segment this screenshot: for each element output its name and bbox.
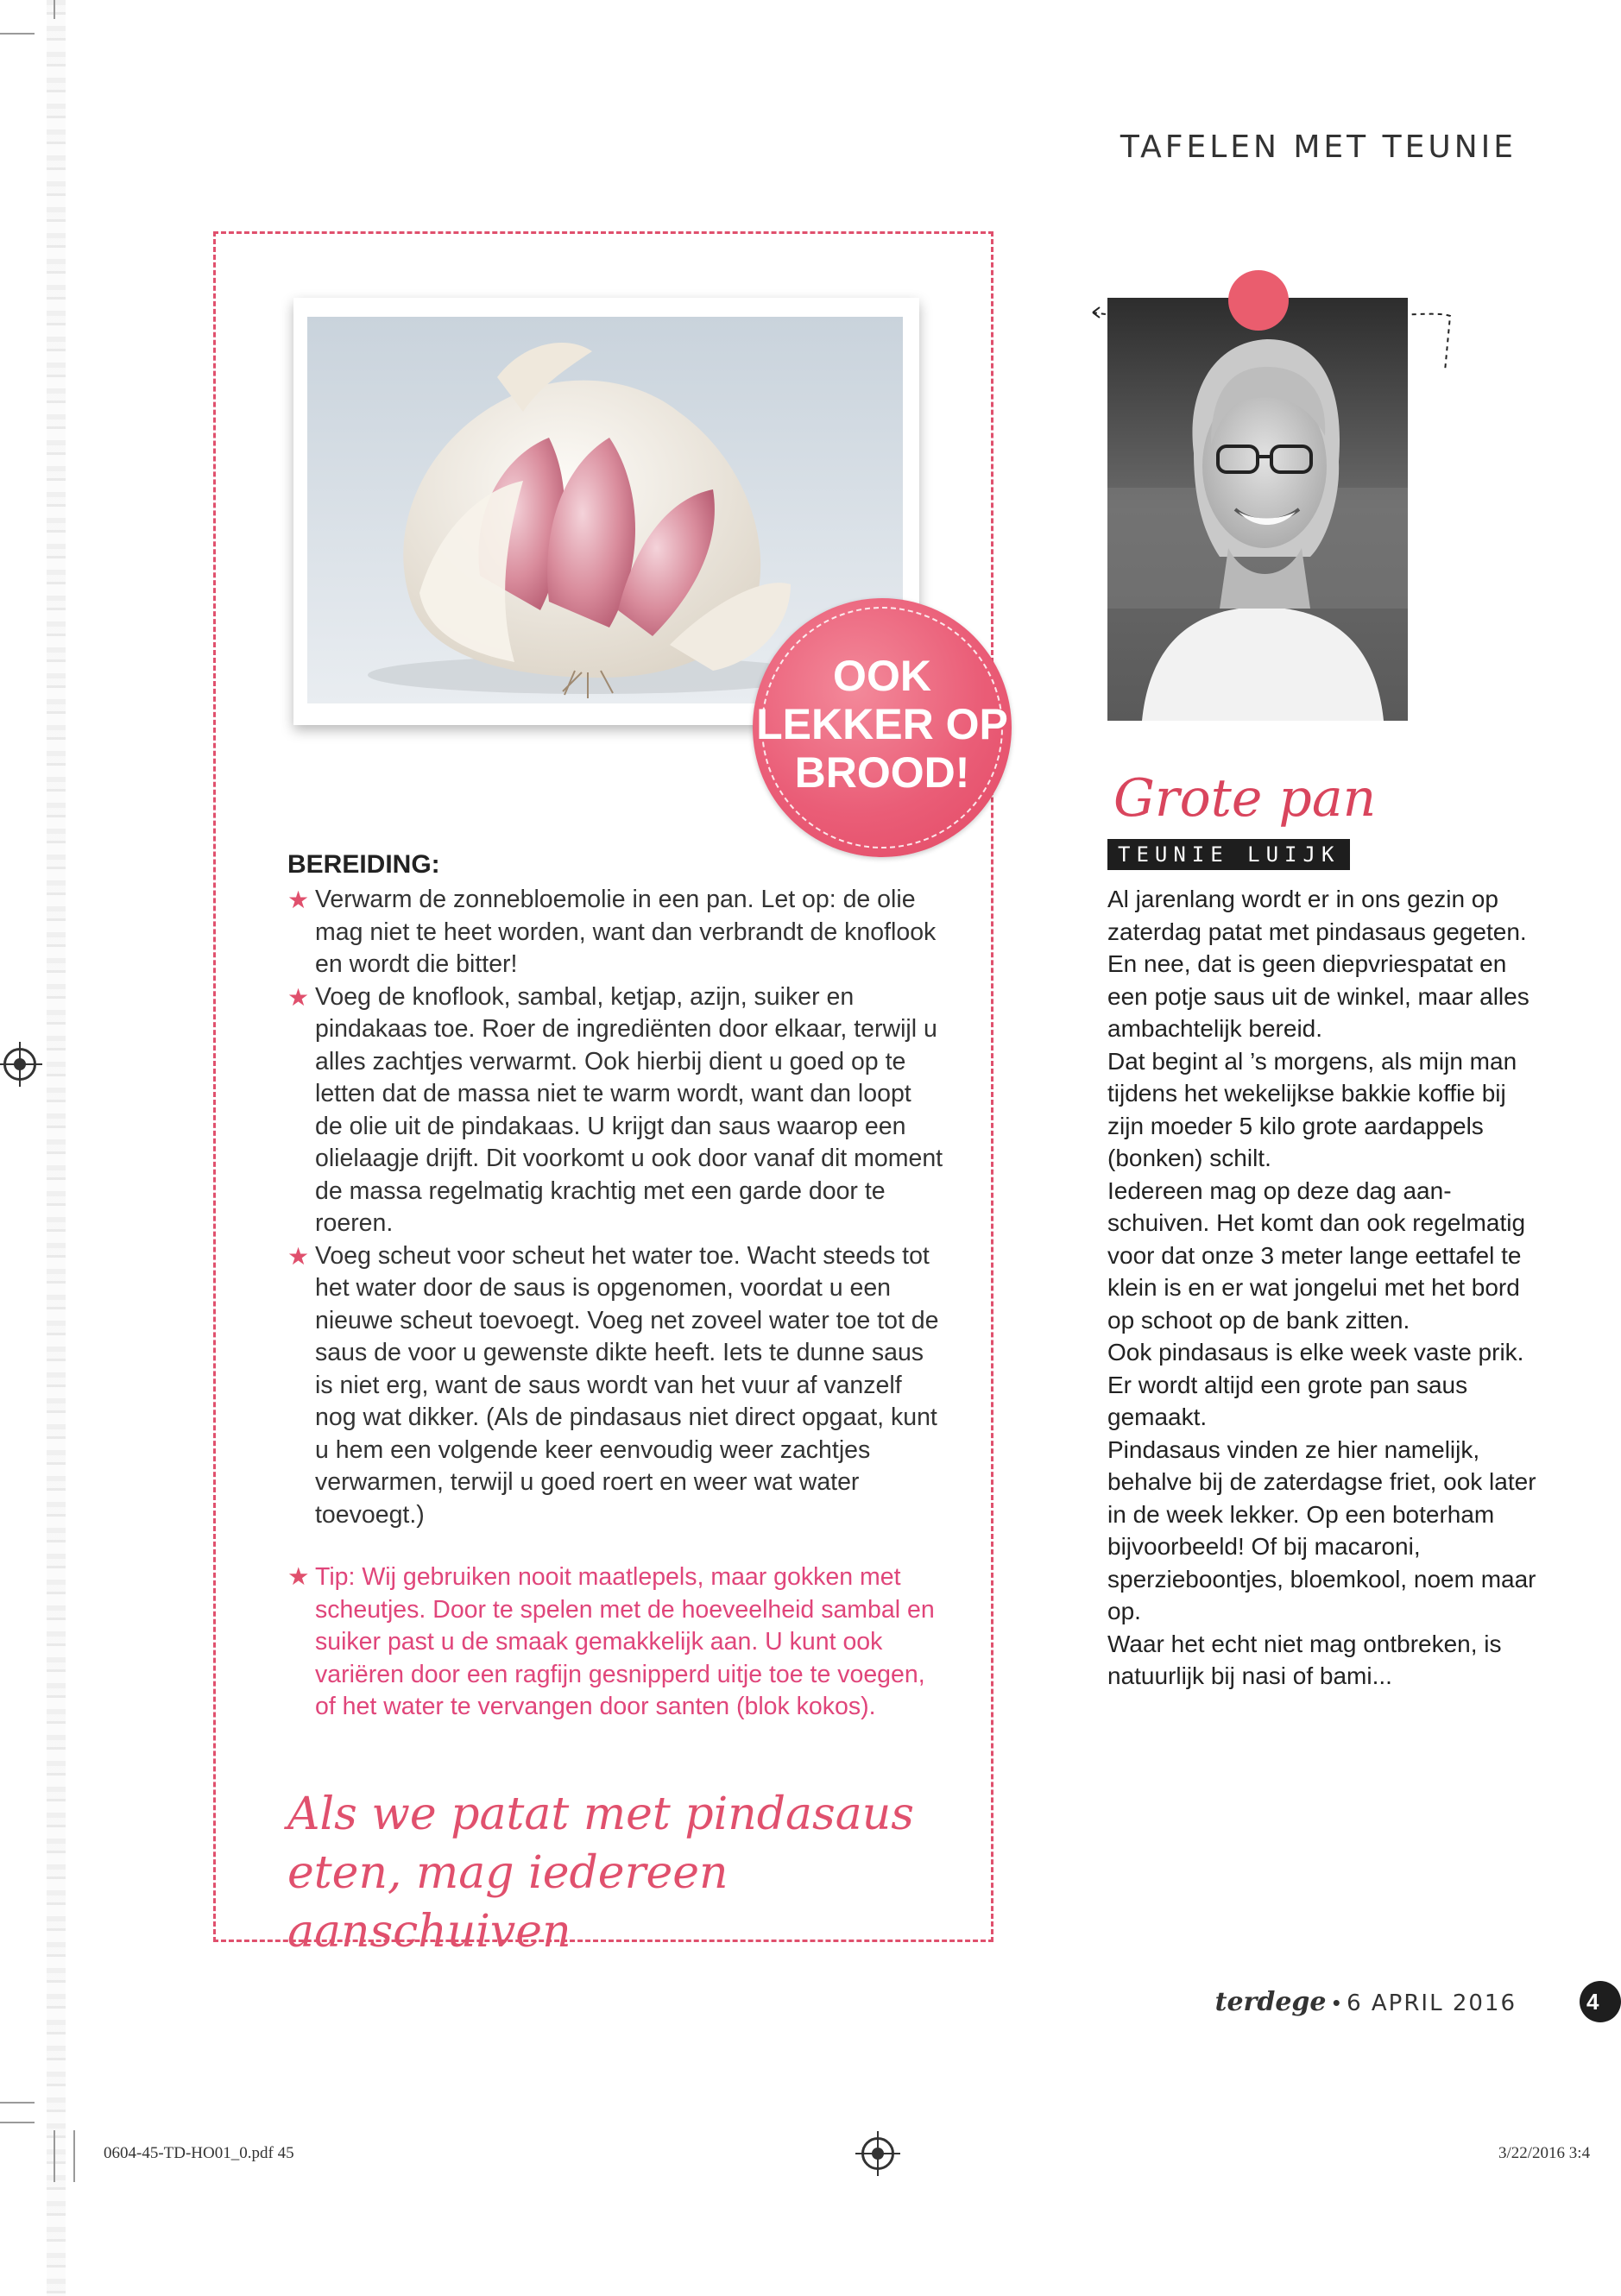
badge-line: BROOD! [794, 748, 970, 797]
column-paragraph: Ook pindasaus is elke week vaste prik. Er wordt altijd een grote pan saus gemaakt. [1107, 1339, 1524, 1430]
crop-mark [54, 2130, 55, 2182]
print-edge-strip [47, 0, 66, 2296]
section-title: TAFELEN MET TEUNIE [1120, 129, 1517, 165]
pull-quote: Als we patat met pindasaus eten, mag iedereen aanschuiven [287, 1788, 914, 1958]
recipe-step: ★ Voeg scheut voor scheut het water toe. Wacht steeds tot het water door de saus is opgenomen, voordat u een nieuwe scheut toevoegt. Voeg net zoveel water toe tot de saus de voor u gewenste dikte heeft. Iets te dunne saus is niet erg, want de saus wordt van het vuur af vanzelf nog wat dikker. (Als de pindasaus niet direct opgaat, kunt u hem een volgende keer eenvoudig weer zachtjes verwarmen, terwijl u goed roert en weer wat water toevoegt.) [287, 1241, 939, 1529]
crop-mark [73, 2130, 75, 2182]
column-body [1107, 883, 1539, 1693]
column-title: Grote pan [1113, 768, 1377, 829]
registration-mark-bottom [861, 2137, 894, 2170]
registration-mark-left [3, 1048, 36, 1081]
promo-badge [753, 598, 1012, 857]
star-icon: ★ [287, 1563, 310, 1591]
badge-line: OOK [833, 652, 931, 700]
crop-mark [0, 33, 35, 35]
print-slug: 0604-45-TD-HO01_0.pdf 45 [104, 2144, 294, 2162]
column-paragraph: Al jarenlang wordt er in ons gezin op zaterdag patat met pindasaus gegeten. En nee, dat is geen diepvriespatat en een potje saus uit de winkel, maar alles ambachtelijk bereid. [1107, 886, 1530, 1042]
page-footer [1215, 1987, 1517, 2017]
crop-mark [0, 2122, 35, 2123]
star-icon: ★ [287, 886, 310, 913]
author-byline: TEUNIE LUIJK [1107, 839, 1350, 870]
magazine-brand: terdege [1214, 1987, 1327, 2017]
crop-mark [54, 0, 55, 19]
column-paragraph: Iedereen mag op deze dag aanschuiven. Het komt dan ook regelmatig voor dat onze 3 meter lange eettafel te klein is en er wat jongelui met het bord op schoot op de bank zitten. [1107, 1176, 1526, 1334]
recipe-step: ★ Voeg de knoflook, sambal, ketjap, azijn, suiker en pindakaas toe. Roer de ingrediënten door elkaar, terwijl u alles zachtjes verwarmt. Ook hierbij dient u goed op te letten dat de massa niet te warm wordt, want dan loopt de olie uit de pindakaas. U krijgt dan saus waarop een olielaagje drijft. Dit voorkomt u ook door vanaf dit moment de massa regelmatig krachtig met een garde door te roeren. [287, 982, 943, 1237]
crop-mark [0, 2102, 35, 2104]
column-paragraph: Dat begint al ’s morgens, als mijn man tijdens het wekelijkse bakkie koffie bij zijn moeder 5 kilo grote aardappels (bonken) schilt. [1107, 1047, 1517, 1171]
column-paragraph: Pindasaus vinden ze hier namelijk, behalve bij de zaterdagse friet, ook later in de week lekker. Op een boterham bijvoorbeeld! Of bij macaroni, sperzieboontjes, bloemkool, noem maar op. [1107, 1435, 1536, 1624]
badge-line: LEKKER OP [756, 700, 1008, 748]
issue-date: 6 APRIL 2016 [1347, 1990, 1517, 2016]
star-icon: ★ [287, 1242, 310, 1270]
recipe-tip: ★ Tip: Wij gebruiken nooit maatlepels, maar gokken met scheutjes. Door te spelen met de hoeveelheid sambal en suiker past u de smaak gemakkelijk aan. U kunt ook variëren door een ragfijn gesnipperd uitje toe te voegen, of het water te vervangen door santen (blok kokos). [287, 1563, 935, 1720]
recipe-heading: BEREIDING: [287, 850, 440, 879]
print-slug-date: 3/22/2016 3:4 [1498, 2144, 1591, 2162]
author-portrait [1107, 298, 1408, 721]
recipe-step: ★ Verwarm de zonnebloemolie in een pan. Let op: de olie mag niet te heet worden, want dan verbrandt de knoflook en wordt die bitter! [287, 886, 937, 978]
pin-icon [1228, 270, 1289, 331]
column-paragraph: Waar het echt niet mag ontbreken, is natuurlijk bij nasi of bami... [1107, 1630, 1502, 1689]
footer-separator: • [1332, 1990, 1340, 2015]
star-icon: ★ [287, 983, 310, 1011]
recipe-steps [287, 884, 943, 1531]
portrait-image [1107, 298, 1408, 721]
page-number: 4 [1580, 1981, 1621, 2022]
